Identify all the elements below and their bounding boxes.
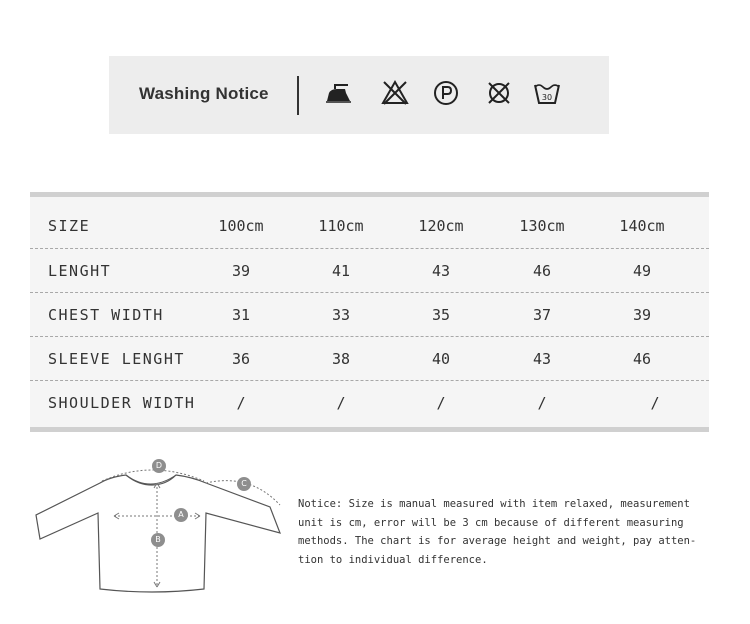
- marker-b: B: [151, 533, 165, 547]
- divider: [297, 76, 299, 115]
- svg-text:30: 30: [541, 93, 553, 102]
- table-row: [30, 292, 709, 337]
- row-label: SHOULDER WIDTH: [48, 394, 196, 412]
- washing-notice-title: Washing Notice: [139, 84, 269, 103]
- table-header-row: [30, 204, 709, 248]
- header-cell: 100cm: [218, 217, 264, 235]
- wash-30-icon: [533, 79, 561, 107]
- table-cell: /: [650, 394, 660, 412]
- table-cell: 39: [632, 306, 652, 324]
- table-cell: 41: [331, 262, 351, 280]
- table-cell: 38: [331, 350, 351, 368]
- table-cell: 35: [431, 306, 451, 324]
- table-cell: /: [236, 394, 246, 412]
- table-cell: 43: [532, 350, 552, 368]
- header-cell: 140cm: [619, 217, 665, 235]
- notice-line: Notice: Size is manual measured with item relaxed, measurement: [298, 498, 690, 510]
- iron-icon: [324, 79, 352, 107]
- table-cell: 39: [231, 262, 251, 280]
- table-row: [30, 380, 709, 425]
- table-cell: 49: [632, 262, 652, 280]
- table-row: [30, 336, 709, 381]
- size-table: [30, 192, 709, 432]
- table-cell: 31: [231, 306, 251, 324]
- no-tumble-dry-icon: [485, 79, 513, 107]
- table-cell: 40: [431, 350, 451, 368]
- marker-a: A: [174, 508, 188, 522]
- garment-measurement-diagram: [30, 455, 290, 605]
- header-size: SIZE: [48, 217, 91, 235]
- table-row: [30, 248, 709, 293]
- garment-outline: [30, 455, 290, 605]
- marker-c: C: [237, 477, 251, 491]
- table-cell: 43: [431, 262, 451, 280]
- notice-line: tion to individual difference.: [298, 553, 488, 566]
- table-cell: 37: [532, 306, 552, 324]
- no-bleach-icon: [381, 79, 409, 107]
- table-cell: 33: [331, 306, 351, 324]
- table-cell: /: [537, 394, 547, 412]
- washing-notice-bar: [109, 56, 609, 134]
- row-label: CHEST WIDTH: [48, 306, 164, 324]
- header-cell: 110cm: [318, 217, 364, 235]
- table-cell: 46: [632, 350, 652, 368]
- table-cell: /: [436, 394, 446, 412]
- table-cell: 36: [231, 350, 251, 368]
- row-label: SLEEVE LENGHT: [48, 350, 185, 368]
- row-label: LENGHT: [48, 262, 112, 280]
- header-cell: 120cm: [418, 217, 464, 235]
- header-cell: 130cm: [519, 217, 565, 235]
- dry-clean-p-icon: [432, 79, 460, 107]
- table-cell: /: [336, 394, 346, 412]
- notice-line: methods. The chart is for average height and weight, pay atten-: [298, 535, 697, 547]
- marker-d: D: [152, 459, 166, 473]
- table-cell: 46: [532, 262, 552, 280]
- size-notice-text: [298, 495, 697, 569]
- notice-line: unit is cm, error will be 3 cm because of different measuring: [298, 516, 684, 529]
